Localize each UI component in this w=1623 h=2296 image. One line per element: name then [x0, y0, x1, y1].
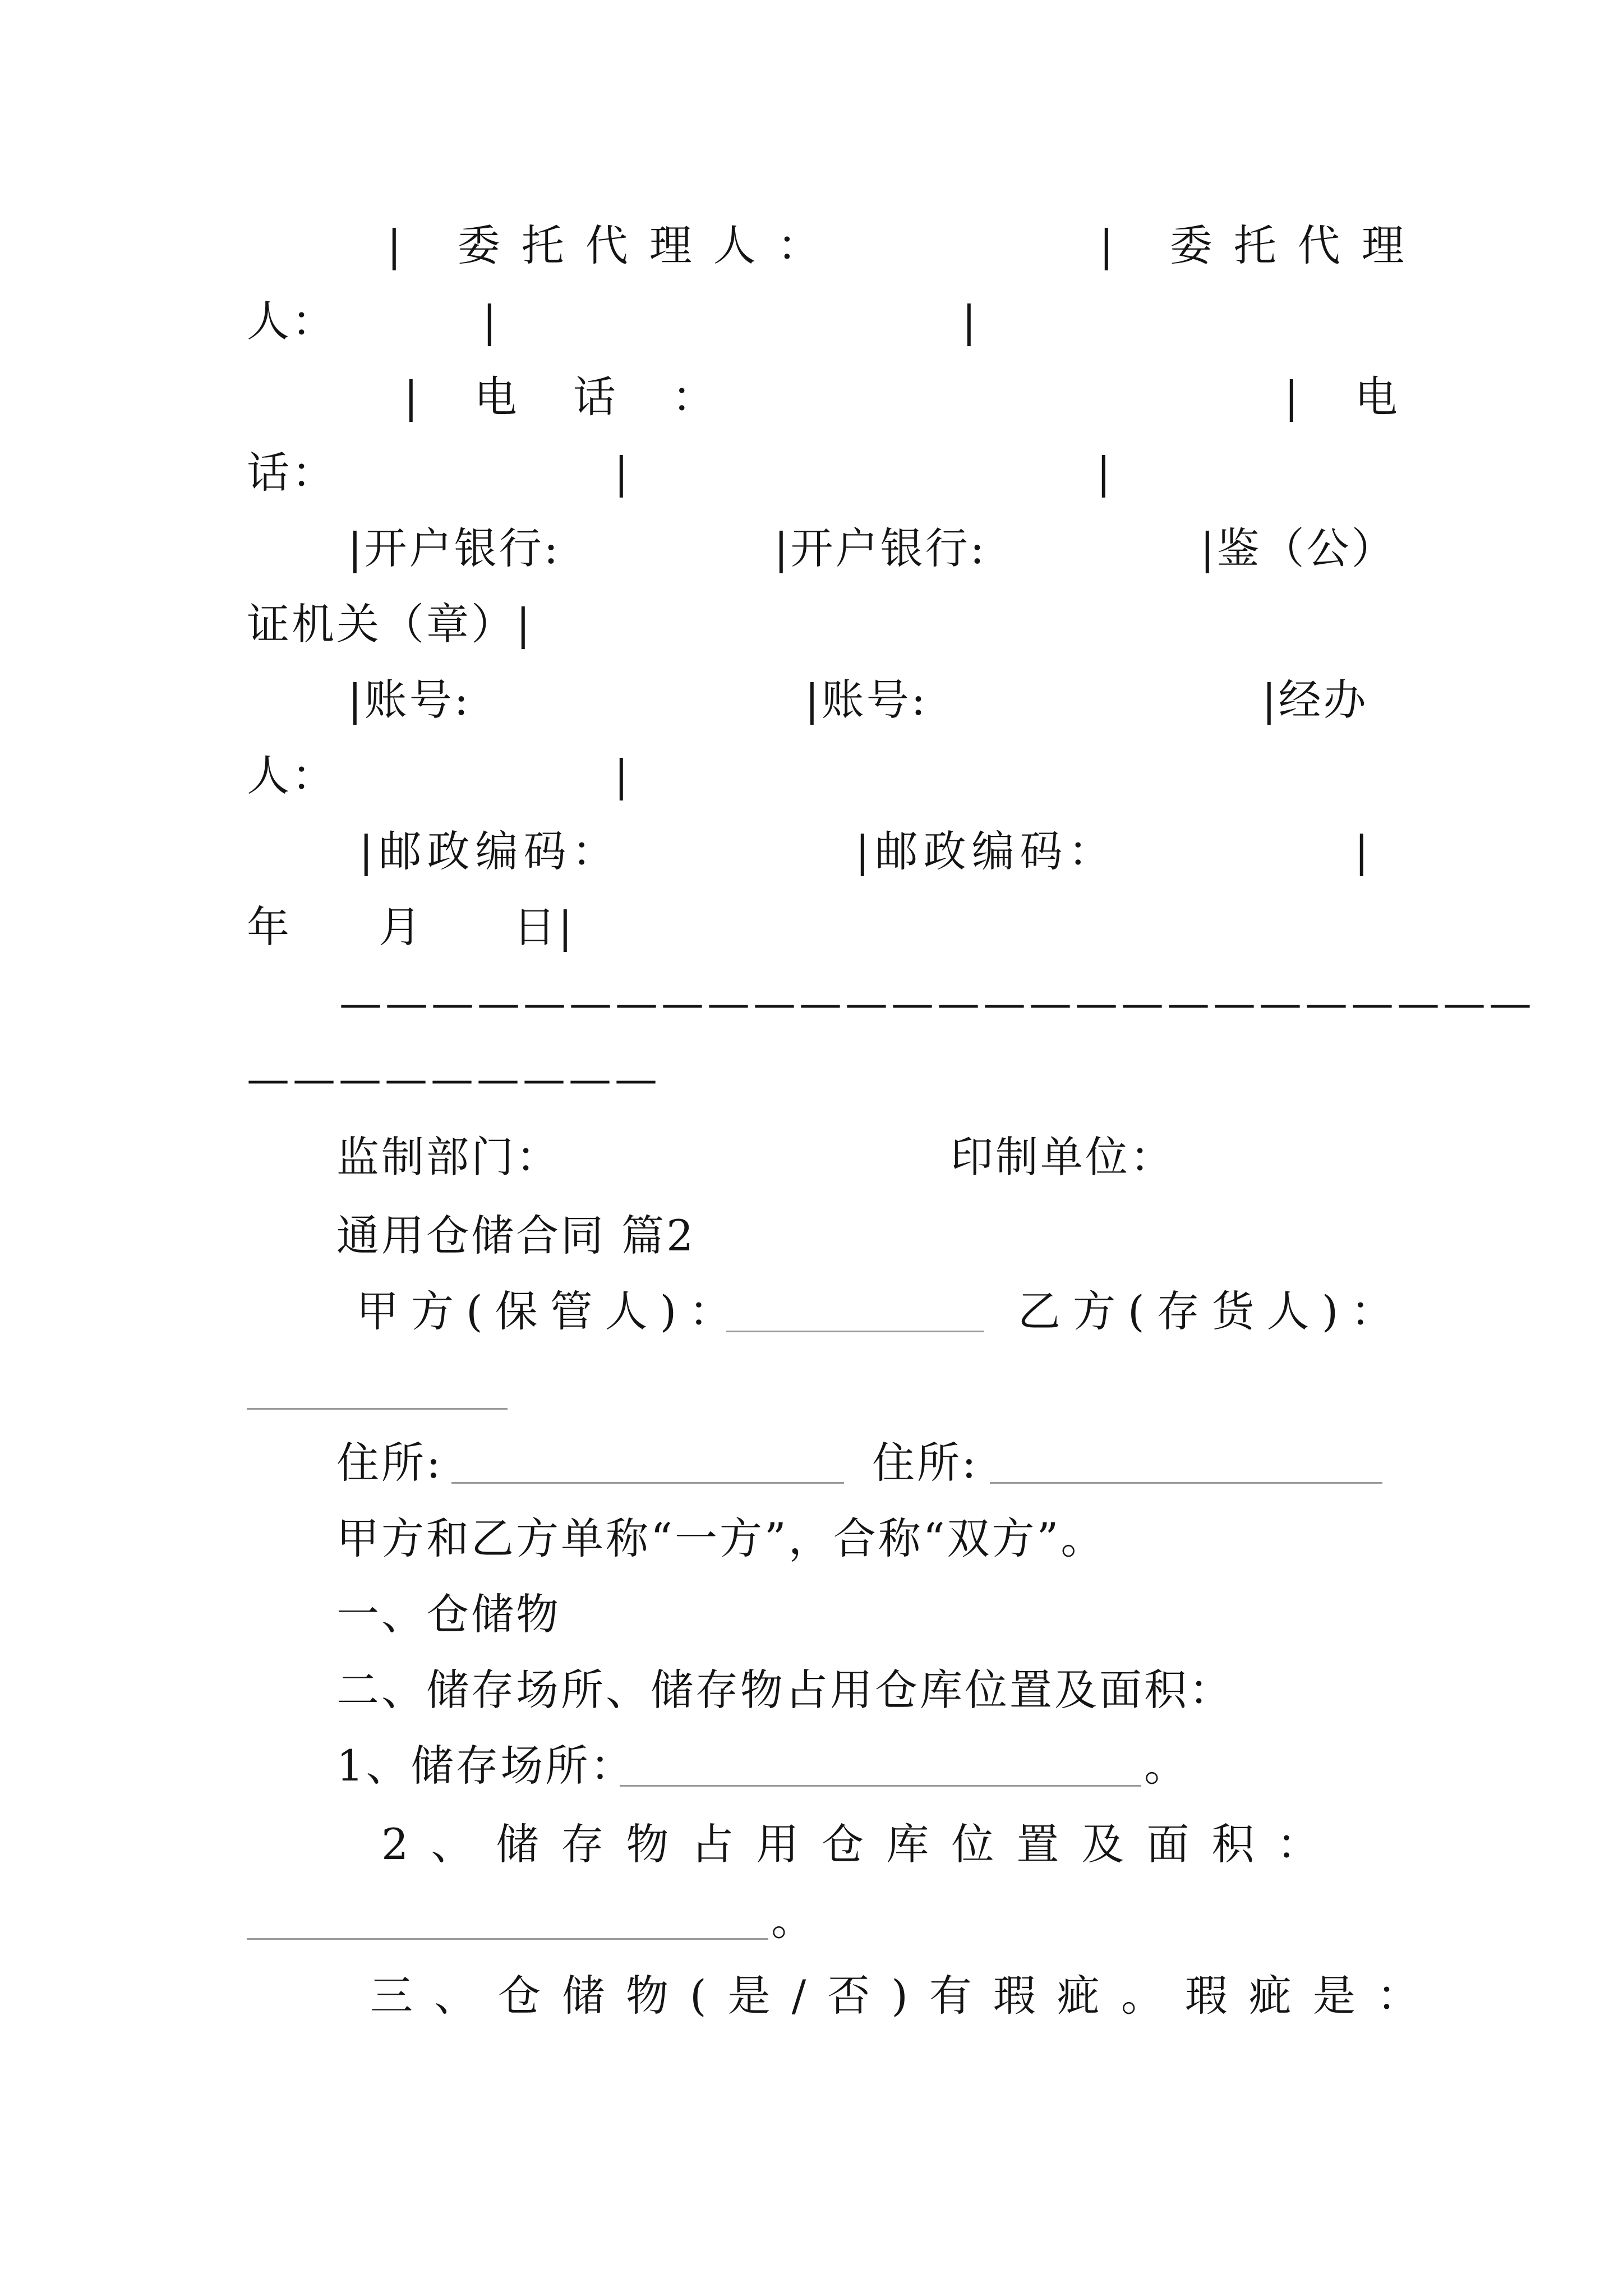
clause-2-heading: 二、储存场所、储存物占用仓库位置及面积：: [336, 1665, 1234, 1715]
address-a-blank[interactable]: [451, 1482, 844, 1484]
address-b-label: 住所:: [872, 1438, 979, 1488]
date-year: 年: [247, 902, 292, 952]
table-bar: |: [614, 751, 631, 800]
agent-b-label-end: 人：: [247, 296, 336, 346]
phone-b-label-start: | 电: [1284, 372, 1419, 422]
table-bar: |: [482, 296, 499, 346]
phone-b-label-end: 话：: [247, 448, 336, 498]
clause-2-1-label: 1、储存场所：: [336, 1741, 635, 1791]
clause-2-2-end: 。: [771, 1895, 816, 1945]
clause-1-heading: 一、仓储物: [336, 1589, 561, 1639]
handler-label-end: 人：: [247, 751, 336, 800]
agent-b-label-start: | 委托代理: [1099, 220, 1426, 270]
address-a-label: 住所:: [336, 1438, 443, 1488]
supervising-dept-label: 监制部门：: [336, 1132, 561, 1182]
clause-2-2-label: 2、储存物占用仓库位置及面积：: [381, 1819, 1342, 1869]
bank-a-label: |开户银行:: [348, 523, 561, 573]
table-bar: |: [1096, 448, 1113, 498]
notary-label-end: 证机关（章）|: [247, 599, 533, 649]
postcode-b-label: |邮政编码：: [855, 826, 1117, 876]
account-b-label: |账号:: [805, 675, 928, 725]
printing-unit-label: 印制单位：: [951, 1132, 1175, 1182]
handler-label-start: |经办: [1262, 675, 1368, 725]
account-a-label: |账号:: [348, 675, 471, 725]
party-a-label: 甲方(保管人)：: [356, 1286, 744, 1336]
agent-a-label: | 委托代理人：: [387, 220, 841, 270]
date-day: 日|: [513, 902, 575, 952]
table-bar: |: [1354, 826, 1371, 876]
contract-title: 通用仓储合同 篇2: [336, 1211, 696, 1260]
table-bar: |: [962, 296, 979, 346]
party-a-blank[interactable]: [726, 1331, 984, 1332]
separator-line-2: —————————: [247, 1053, 661, 1103]
bank-b-label: |开户银行:: [774, 523, 987, 573]
notary-label-start: |鉴（公）: [1200, 523, 1396, 573]
address-b-blank[interactable]: [990, 1482, 1382, 1484]
date-month: 月: [379, 902, 423, 952]
party-definition: 甲方和乙方单称“一方”，合称“双方”。: [336, 1513, 1106, 1563]
storage-place-blank[interactable]: [620, 1785, 1141, 1787]
storage-area-blank[interactable]: [247, 1938, 768, 1940]
separator-line-1: ——————————————————————————: [339, 978, 1535, 1028]
clause-3-label: 三、仓储物(是/否)有瑕疵。瑕疵是：: [370, 1971, 1441, 2021]
clause-2-1-end: 。: [1144, 1741, 1189, 1791]
party-b-label: 乙方(存货人)：: [1018, 1286, 1406, 1336]
table-bar: |: [614, 448, 631, 498]
phone-a-label: | 电 话 ：: [404, 372, 736, 422]
postcode-a-label: |邮政编码：: [359, 826, 620, 876]
party-b-blank[interactable]: [247, 1408, 508, 1410]
